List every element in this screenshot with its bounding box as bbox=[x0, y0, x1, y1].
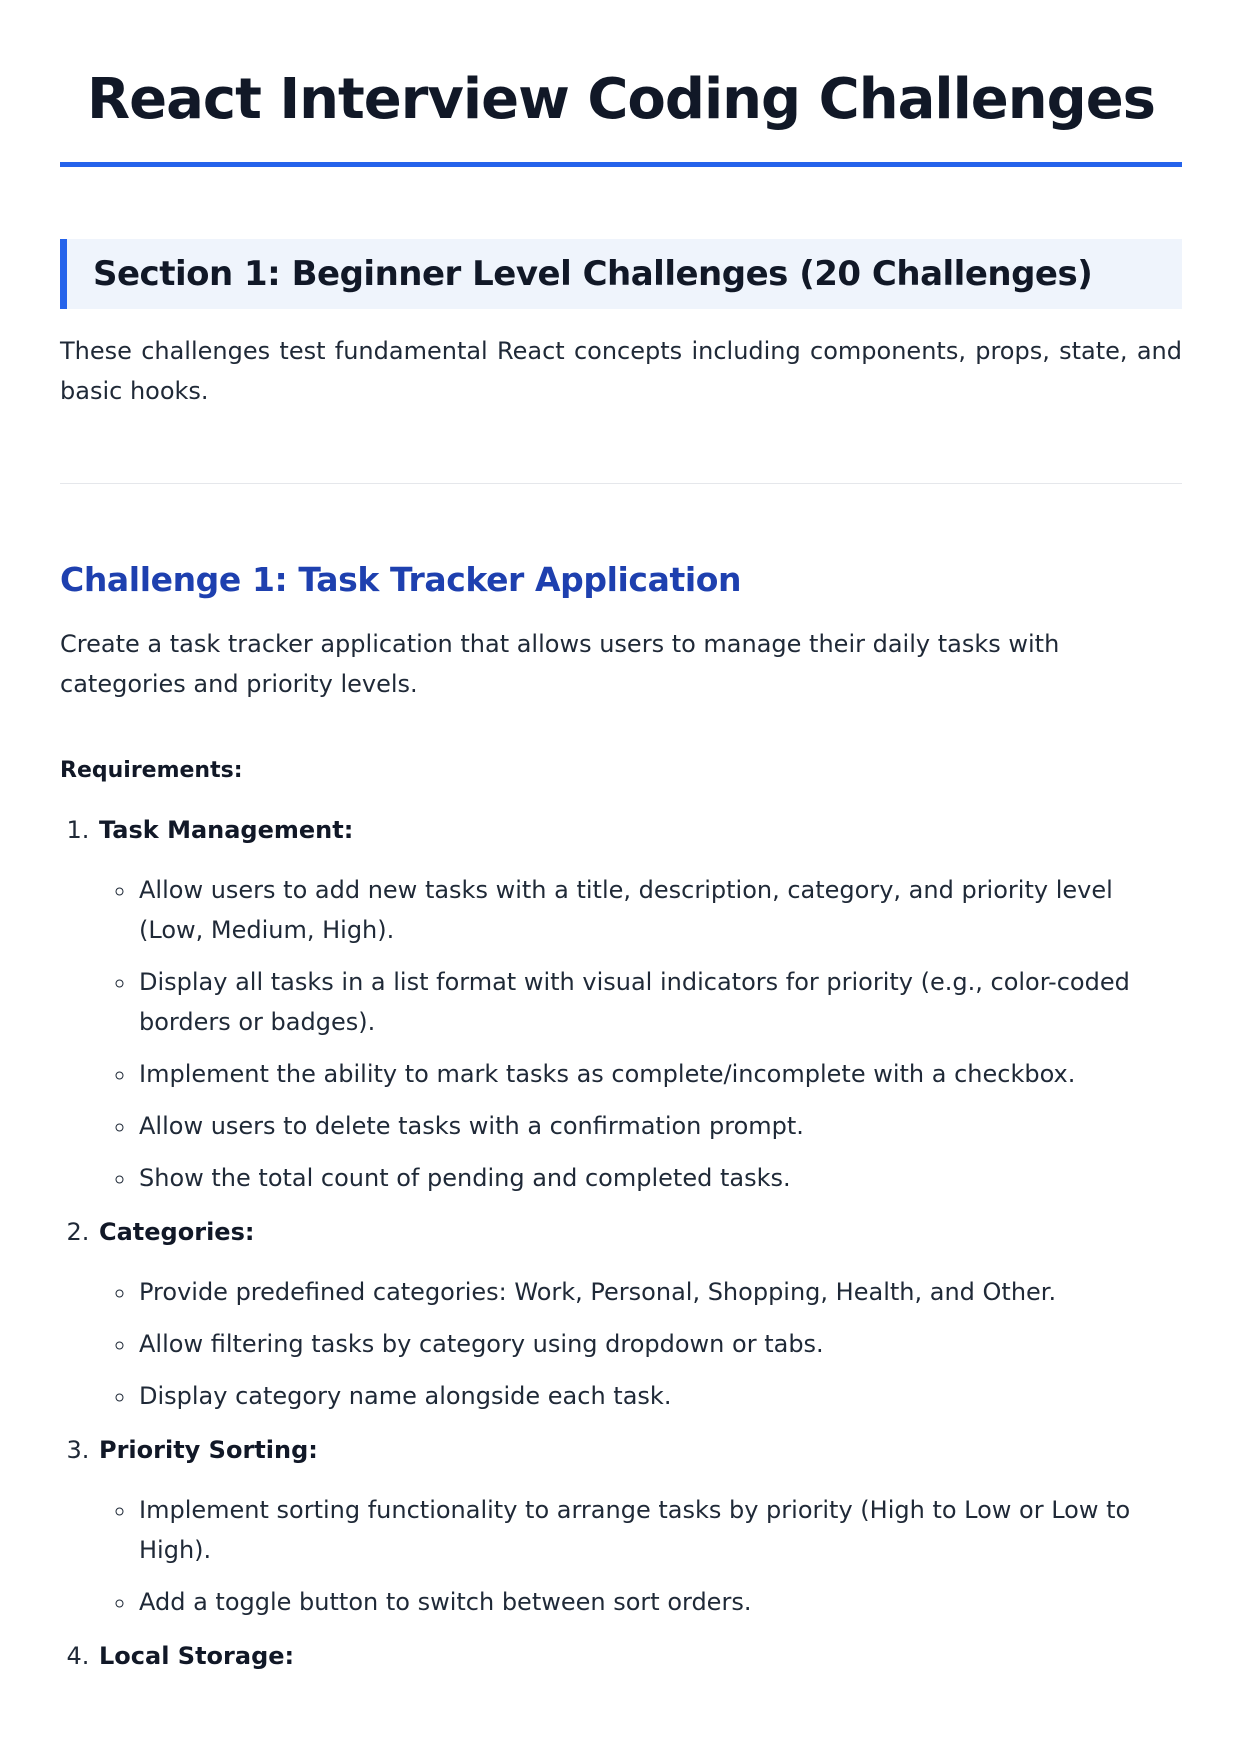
requirement-subitems bbox=[99, 870, 1182, 1198]
document-page bbox=[60, 0, 1182, 1686]
requirement-item bbox=[97, 1212, 1182, 1416]
challenge-description: Create a task tracker application that allows users to manage their daily tasks with categories and priority levels. bbox=[60, 630, 1060, 698]
subitem: ◦ Provide predefined categories: Work, Personal, Shopping, Health, and Other. bbox=[137, 1272, 1182, 1312]
section-header bbox=[60, 239, 1182, 309]
section-divider bbox=[60, 483, 1182, 484]
requirement-item bbox=[97, 1430, 1182, 1622]
requirements-list bbox=[60, 810, 1182, 1676]
subitem: ◦ Show the total count of pending and completed tasks. bbox=[137, 1158, 1182, 1198]
requirement-name: Local Storage: bbox=[99, 1642, 295, 1670]
requirement-subitems bbox=[99, 1490, 1182, 1622]
subitem: ◦ Display category name alongside each task. bbox=[137, 1376, 1182, 1416]
subitem: ◦ Implement sorting functionality to arrange tasks by priority (High to Low or Low to High). bbox=[137, 1490, 1182, 1570]
subitem: ◦ Implement the ability to mark tasks as complete/incomplete with a checkbox. bbox=[137, 1054, 1182, 1094]
requirement-name: Task Management: bbox=[99, 816, 354, 844]
title-underline bbox=[60, 162, 1182, 167]
subitem: ◦ Allow users to add new tasks with a title, description, category, and priority level (Low, Medium, High). bbox=[137, 870, 1182, 950]
document-title: React Interview Coding Challenges bbox=[86, 67, 1156, 132]
subitem: ◦ Allow users to delete tasks with a confirmation prompt. bbox=[137, 1106, 1182, 1146]
requirement-item bbox=[97, 810, 1182, 1198]
subitem: ◦ Allow filtering tasks by category using dropdown or tabs. bbox=[137, 1324, 1182, 1364]
subitem: ◦ Add a toggle button to switch between sort orders. bbox=[137, 1582, 1182, 1622]
requirement-name: Categories: bbox=[99, 1218, 255, 1246]
requirement-name: Priority Sorting: bbox=[99, 1436, 318, 1464]
section-heading: Section 1: Beginner Level Challenges (20 Challenges) bbox=[93, 254, 1093, 294]
requirement-item bbox=[97, 1636, 1182, 1676]
requirement-subitems bbox=[99, 1272, 1182, 1416]
section-description: These challenges test fundamental React concepts including components, props, state, and basic hooks. bbox=[60, 337, 1182, 405]
challenge-title: Challenge 1: Task Tracker Application bbox=[60, 560, 742, 599]
subitem: ◦ Display all tasks in a list format with visual indicators for priority (e.g., color-coded borders or badges). bbox=[137, 962, 1182, 1042]
requirements-label: Requirements: bbox=[60, 758, 243, 783]
